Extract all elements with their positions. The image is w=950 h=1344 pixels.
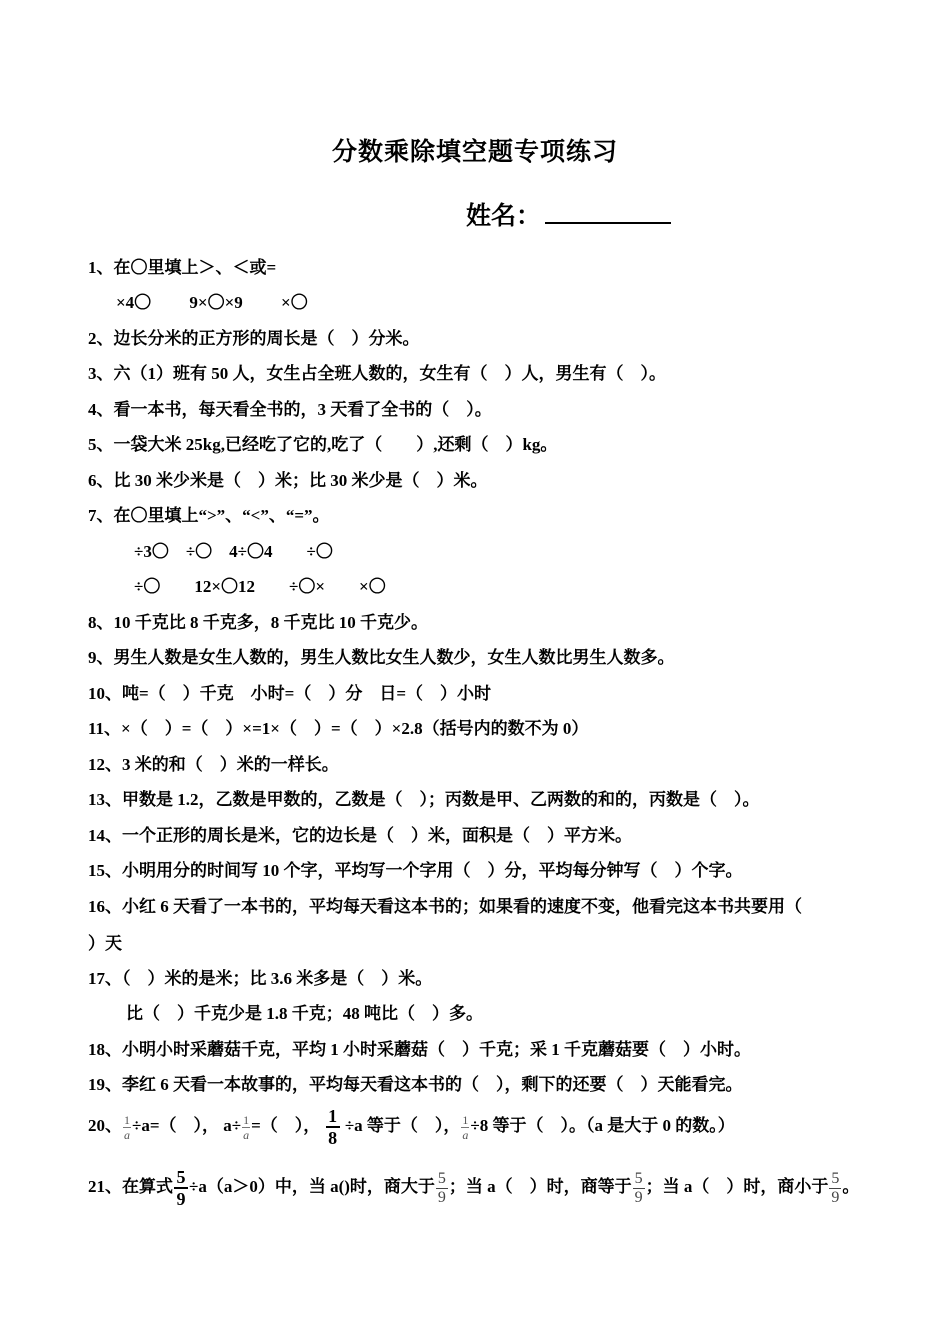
question-7-row-2: ÷〇 12×〇12 ÷〇× ×〇 <box>134 577 386 596</box>
fraction-1-over-a: $\frac{1}{a}$ <box>243 1112 250 1142</box>
question-20 <box>88 1107 735 1147</box>
question-7-row-1: ÷3〇 ÷〇 4÷〇4 ÷〇 <box>134 542 333 561</box>
q20-lead: 20、 <box>88 1115 122 1135</box>
question-13: 13、甲数是 1.2，乙数是甲数的，乙数是（ ）；丙数是甲、乙两数的和的，丙数是（ ）。 <box>88 790 760 809</box>
fraction-5-over-9: $\frac{5}{9}$ <box>634 1169 643 1206</box>
question-17-row-2: 比（ ）千克少是 1.8 千克；48 吨比（ ）多。 <box>126 1004 483 1023</box>
question-4: 4、看一本书，每天看全书的，3 天看了全书的（ ）。 <box>88 400 492 419</box>
question-2: 2、边长分米的正方形的周长是（ ）分米。 <box>88 329 420 348</box>
name-blank[interactable] <box>545 196 671 224</box>
question-16: 16、小红 6 天看了一本书的，平均每天看这本书的；如果看的速度不变，他看完这本书共要用（ <box>88 897 802 916</box>
fraction-5-over-9: $\frac{5}{9}$ <box>437 1169 446 1206</box>
name-field <box>466 196 671 232</box>
question-1: 1、在〇里填上＞、＜或= <box>88 258 277 277</box>
fraction-5-over-9: $\frac{5}{9}$ <box>174 1168 188 1208</box>
question-14: 14、一个正形的周长是米，它的边长是（ ）米，面积是（ ）平方米。 <box>88 826 632 845</box>
question-18: 18、小明小时采蘑菇千克，平均 1 小时采蘑菇（ ）千克；采 1 千克蘑菇要（ ）小时。 <box>88 1040 751 1059</box>
question-15: 15、小明用分的时间写 10 个字，平均写一个字用（ ）分，平均每分钟写（ ）个字。 <box>88 861 743 880</box>
question-10: 10、吨=（ ）千克 小时=（ ）分 日=（ ）小时 <box>88 684 492 703</box>
q20-part-2: a÷ <box>223 1115 242 1135</box>
q20-part-3: =（ ）， <box>251 1115 321 1135</box>
question-11: 11、×（ ）=（ ）×=1×（ ）=（ ）×2.8（括号内的数不为 0） <box>88 719 589 738</box>
question-1-items: ×4〇 9×〇×9 ×〇 <box>116 293 308 312</box>
q21-part-2: ；当 a（ ）时，商等于 <box>448 1176 632 1196</box>
fraction-1-over-a: $\frac{1}{a}$ <box>124 1112 130 1142</box>
q21-part-4: 。 <box>842 1176 860 1196</box>
q20-part-5: ÷8 等于（ ）。（a 是大于 0 的数。） <box>470 1115 735 1135</box>
q21-part-1: ÷a（a＞0）中，当 a()时，商大于 <box>189 1176 435 1196</box>
question-5: 5、一袋大米 25kg,已经吃了它的,吃了（ ）,还剩（ ）kg。 <box>88 435 558 454</box>
question-17: 17、（ ）米的是米；比 3.6 米多是（ ）米。 <box>88 969 433 988</box>
fraction-5-over-9: $\frac{5}{9}$ <box>831 1169 840 1206</box>
question-6: 6、比 30 米少米是（ ）米；比 30 米少是（ ）米。 <box>88 471 488 490</box>
question-12: 12、3 米的和（ ）米的一样长。 <box>88 755 339 774</box>
name-label: 姓名： <box>466 203 542 230</box>
question-7: 7、在〇里填上“>”、“<”、“=”。 <box>88 506 330 525</box>
question-16-cont: ）天 <box>88 934 122 953</box>
question-21 <box>88 1168 859 1208</box>
fraction-1-over-8: $\frac{1}{8}$ <box>326 1107 340 1147</box>
q21-part-3: ；当 a（ ）时，商小于 <box>645 1176 829 1196</box>
question-3: 3、六（1）班有 50 人，女生占全班人数的，女生有（ ）人，男生有（ ）。 <box>88 364 666 383</box>
question-19: 19、李红 6 天看一本故事的，平均每天看这本书的（ ），剩下的还要（ ）天能看完。 <box>88 1075 743 1094</box>
fraction-1-over-a: $\frac{1}{a}$ <box>462 1112 469 1142</box>
q21-lead: 21、在算式 <box>88 1176 173 1196</box>
page-title: 分数乘除填空题专项练习 <box>331 139 618 166</box>
q20-part-4: ÷a 等于（ ）， <box>344 1115 461 1135</box>
question-9: 9、男生人数是女生人数的，男生人数比女生人数少，女生人数比男生人数多。 <box>88 648 675 667</box>
q20-part-1: ÷a=（ ）， <box>132 1115 220 1135</box>
question-8: 8、10 千克比 8 千克多，8 千克比 10 千克少。 <box>88 613 428 632</box>
